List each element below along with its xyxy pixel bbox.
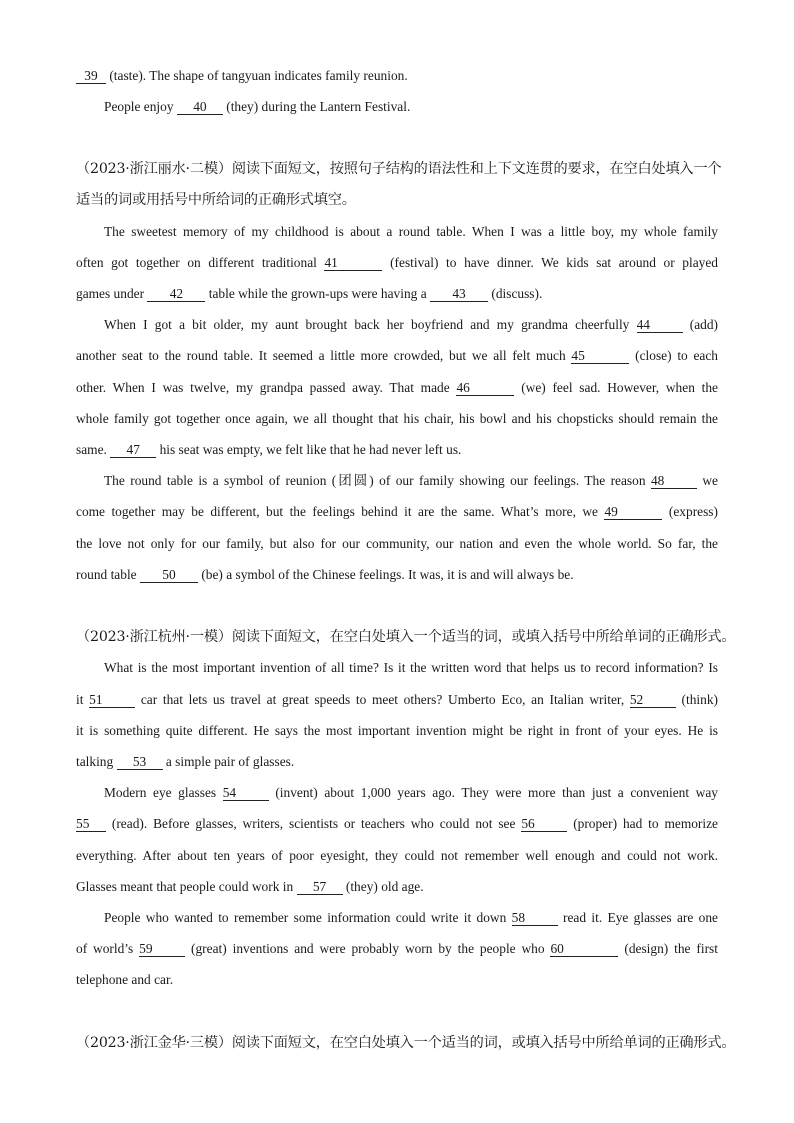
text-run: （2023·浙江金华·三模）阅读下面短文，在空白处填入一个适当的词，或填入括号中所给单词的正确形式。 xyxy=(76,1035,736,1051)
answer-blank-58[interactable]: 58 xyxy=(512,910,558,926)
answer-blank-55[interactable]: 55 xyxy=(76,816,106,832)
answer-blank-59[interactable]: 59 xyxy=(139,941,185,957)
passage-line xyxy=(76,877,718,897)
answer-blank-40[interactable]: 40 xyxy=(177,99,223,115)
text-run: a simple pair of glasses. xyxy=(162,754,295,769)
text-run: whole family got together once again, we all thought that his chair, his bowl and his chopsticks should remain the xyxy=(76,411,718,426)
passage-line xyxy=(76,440,718,460)
passage-line xyxy=(76,908,718,928)
text-run: Modern eye glasses xyxy=(104,785,223,800)
answer-blank-47[interactable]: 47 xyxy=(110,442,156,458)
text-run: of world’s xyxy=(76,941,140,956)
text-run: his seat was empty, we felt like that he had never left us. xyxy=(156,442,462,457)
passage-line xyxy=(76,253,718,273)
answer-blank-46[interactable]: 46 xyxy=(456,380,514,396)
text-run: People who wanted to remember some information could write it down xyxy=(104,910,512,925)
text-run: (read). Before glasses, writers, scientists or teachers who could not see xyxy=(106,816,522,831)
answer-blank-52[interactable]: 52 xyxy=(630,692,676,708)
text-run: (close) to each xyxy=(629,348,718,363)
text-run: (be) a symbol of the Chinese feelings. It was, it is and will always be. xyxy=(197,567,574,582)
text-run: the love not only for our family, but also for our community, our nation and even the whole world. So far, the xyxy=(76,536,718,551)
text-run: (discuss). xyxy=(488,286,543,301)
text-run: talking xyxy=(76,754,117,769)
text-run: (they) old age. xyxy=(342,879,424,894)
text-run: same. xyxy=(76,442,111,457)
text-run: （2023·浙江丽水·二模）阅读下面短文，按照句子结构的语法性和上下文连贯的要求，在空白处填入一个 xyxy=(76,161,722,177)
text-run: it is something quite different. He says the most important invention might be right in front of your eyes. He is xyxy=(76,723,718,738)
passage-line xyxy=(76,752,718,772)
passage-line xyxy=(76,939,718,959)
text-run: What is the most important invention of all time? Is it the written word that helps us to record information? Is xyxy=(104,660,718,675)
passage-line xyxy=(76,315,718,335)
passage-line xyxy=(76,658,718,678)
passage-line xyxy=(76,97,746,117)
passage-line xyxy=(76,690,718,710)
text-run: When I got a bit older, my aunt brought back her boyfriend and my grandma cheerfully xyxy=(104,317,637,332)
passage-line xyxy=(76,284,718,304)
text-run: The sweetest memory of my childhood is about a round table. When I was a little boy, my whole family xyxy=(104,224,718,239)
passage-line xyxy=(76,814,718,834)
text-run: （2023·浙江杭州·一模）阅读下面短文，在空白处填入一个适当的词，或填入括号中所给单词的正确形式。 xyxy=(76,629,736,645)
answer-blank-45[interactable]: 45 xyxy=(571,348,629,364)
passage-line xyxy=(76,378,718,398)
answer-blank-54[interactable]: 54 xyxy=(223,785,269,801)
answer-blank-39[interactable]: 39 xyxy=(76,68,106,84)
text-run: (they) during the Lantern Festival. xyxy=(222,99,411,114)
text-run: (great) inventions and were probably worn by the people who xyxy=(185,941,551,956)
text-run: everything. After about ten years of poor eyesight, they could not remember well enough and could not work. xyxy=(76,848,718,863)
answer-blank-49[interactable]: 49 xyxy=(604,504,662,520)
text-run: often got together on different traditional xyxy=(76,255,325,270)
passage-line xyxy=(76,222,718,242)
passage-line xyxy=(76,502,718,522)
section-heading-jinhua xyxy=(76,1033,736,1053)
text-run: (we) feel sad. However, when the xyxy=(514,380,719,395)
passage-line xyxy=(76,346,718,366)
answer-blank-48[interactable]: 48 xyxy=(651,473,697,489)
text-run: car that lets us travel at great speeds to meet others? Umberto Eco, an Italian writer, xyxy=(135,692,630,707)
passage-line xyxy=(76,783,718,803)
section-heading-lishui-cont xyxy=(76,190,718,210)
text-run: telephone and car. xyxy=(76,972,174,987)
text-run: 适当的词或用括号中所给词的正确形式填空。 xyxy=(76,192,356,208)
text-run: read it. Eye glasses are one xyxy=(557,910,718,925)
text-run: we xyxy=(696,473,718,488)
answer-blank-50[interactable]: 50 xyxy=(140,567,198,583)
text-run: People enjoy xyxy=(104,99,177,114)
text-run: (add) xyxy=(682,317,718,332)
answer-blank-42[interactable]: 42 xyxy=(147,286,205,302)
text-run: (festival) to have dinner. We kids sat around or played xyxy=(382,255,718,270)
text-run: (express) xyxy=(662,504,718,519)
text-run: table while the grown-ups were having a xyxy=(205,286,431,301)
text-run: round table xyxy=(76,567,140,582)
passage-line xyxy=(76,534,718,554)
passage-line xyxy=(76,66,718,86)
text-run: other. When I was twelve, my grandpa passed away. That made xyxy=(76,380,457,395)
text-run: it xyxy=(76,692,90,707)
text-run: another seat to the round table. It seemed a little more crowded, but we all felt much xyxy=(76,348,572,363)
section-heading-lishui xyxy=(76,159,722,179)
answer-blank-53[interactable]: 53 xyxy=(117,754,163,770)
passage-line xyxy=(76,970,718,990)
answer-blank-60[interactable]: 60 xyxy=(550,941,618,957)
section-heading-hangzhou xyxy=(76,627,736,647)
text-run: games under xyxy=(76,286,148,301)
passage-line xyxy=(76,721,718,741)
passage-line xyxy=(76,846,718,866)
answer-blank-43[interactable]: 43 xyxy=(430,286,488,302)
passage-line xyxy=(76,409,718,429)
answer-blank-57[interactable]: 57 xyxy=(297,879,343,895)
text-run: (proper) had to memorize xyxy=(567,816,719,831)
text-run: Glasses meant that people could work in xyxy=(76,879,297,894)
text-run: The round table is a symbol of reunion (团圆) of our family showing our feelings. The reason xyxy=(104,473,651,488)
text-run: (taste). The shape of tangyuan indicates family reunion. xyxy=(106,68,408,83)
answer-blank-41[interactable]: 41 xyxy=(324,255,382,271)
passage-line xyxy=(76,471,718,491)
text-run: come together may be different, but the feelings behind it are the same. What’s more, we xyxy=(76,504,605,519)
passage-line xyxy=(76,565,718,585)
answer-blank-44[interactable]: 44 xyxy=(637,317,683,333)
answer-blank-51[interactable]: 51 xyxy=(89,692,135,708)
text-run: (design) the first xyxy=(618,941,718,956)
text-run: (invent) about 1,000 years ago. They were more than just a convenient way xyxy=(268,785,718,800)
text-run: (think) xyxy=(675,692,718,707)
answer-blank-56[interactable]: 56 xyxy=(521,816,567,832)
